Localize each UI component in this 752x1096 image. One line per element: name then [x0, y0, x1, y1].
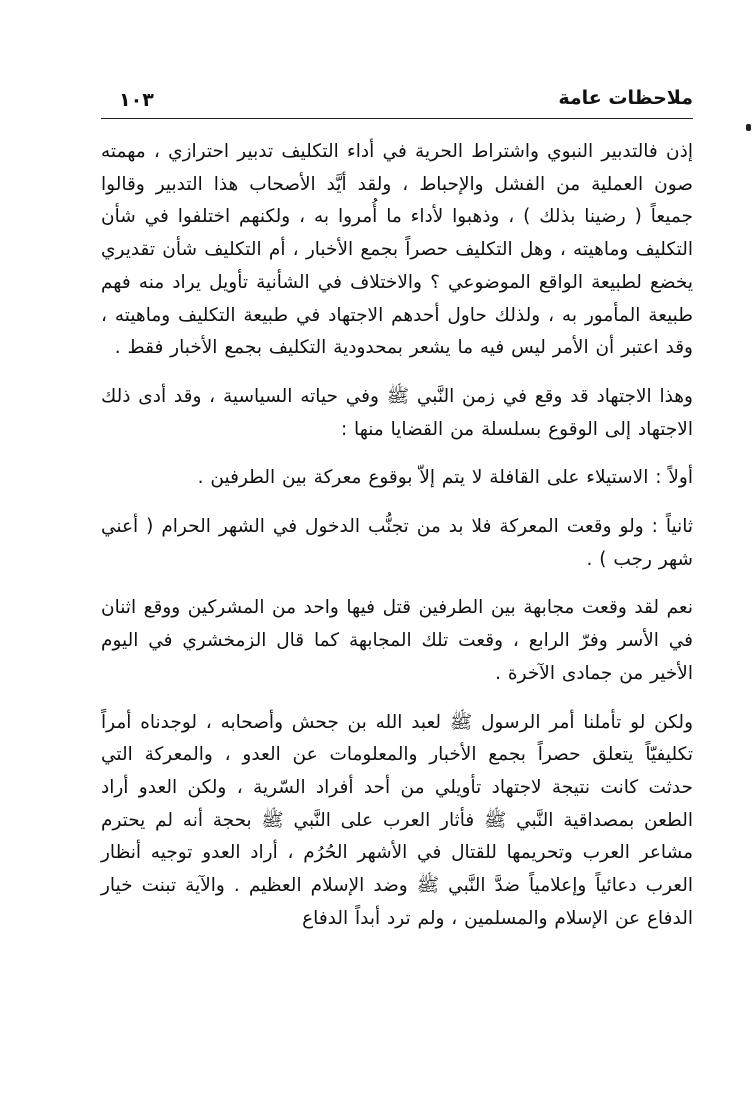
chapter-title: ملاحظات عامة	[558, 87, 693, 109]
paragraph-2: وهذا الاجتهاد قد وقع في زمن النَّبي ﷺ وفي حياته السياسية ، وقد أدى ذلك الاجتهاد إلى الوقوع بسلسلة من القضايا منها :	[101, 385, 693, 440]
body-text	[101, 136, 693, 935]
margin-mark	[746, 124, 751, 131]
paragraph-4: ثانياً : ولو وقعت المعركة فلا بد من تجنُّب الدخول في الشهر الحرام ( أعني شهر رجب ) .	[101, 516, 693, 570]
paragraph-1: إذن فالتدبير النبوي واشتراط الحرية في أداء التكليف تدبير احترازي ، مهمته صون العملية من الفشل والإحباط ، ولقد أيَّد الأصحاب هذا التدبير وقالوا جميعاً ( رضينا بذلك ) ، وذهبوا لأداء ما أُمروا به ، ولكنهم اختلفوا في شأن التكليف وماهيته ، وهل التكليف حصراً بجمع الأخبار ، أم التكليف شأن تقديري يخضع لطبيعة الواقع الموضوعي ؟ والاختلاف في الشأنية تأويل يراد منه فهم طبيعة المأمور به ، ولذلك حاول أحدهم الاجتهاد في طبيعة التكليف وماهيته ، وقد اعتبر أن الأمر ليس فيه ما يشعر بمحدودية التكليف بجمع الأخبار فقط .	[101, 141, 693, 359]
paragraph-6: ولكن لو تأملنا أمر الرسول ﷺ لعبد الله بن جحش وأصحابه ، لوجدناه أمراً تكليفيّاً يتعلق حصراً بجمع الأخبار والمعلومات عن العدو ، والمعركة التي حدثت كانت نتيجة لاجتهاد تأويلي من أحد أفراد السّرية ، ولكن العدو أراد الطعن بمصداقية النَّبي ﷺ فأثار العرب على النَّبي ﷺ بحجة أنه لم يحترم مشاعر العرب وتحريمها للقتال في الأشهر الحُرُم ، أراد العدو توجيه أنظار العرب دعائياً وإعلامياً ضدَّ النَّبي ﷺ وضد الإسلام العظيم . والآية تبنت خيار الدفاع عن الإسلام والمسلمين ، ولم ترد أبداً الدفاع	[101, 711, 693, 929]
page-number: ١٠٣	[119, 89, 154, 111]
running-header	[101, 84, 693, 114]
paragraph-5: نعم لقد وقعت مجابهة بين الطرفين قتل فيها واحد من المشركين ووقع اثنان في الأسر وفرّ الرابع ، وقعت تلك المجابهة كما قال الزمخشري في اليوم الأخير من جمادى الآخرة .	[101, 597, 693, 684]
header-rule	[101, 118, 693, 119]
paragraph-3: أولاً : الاستيلاء على القافلة لا يتم إلاّ بوقوع معركة بين الطرفين .	[197, 467, 693, 489]
